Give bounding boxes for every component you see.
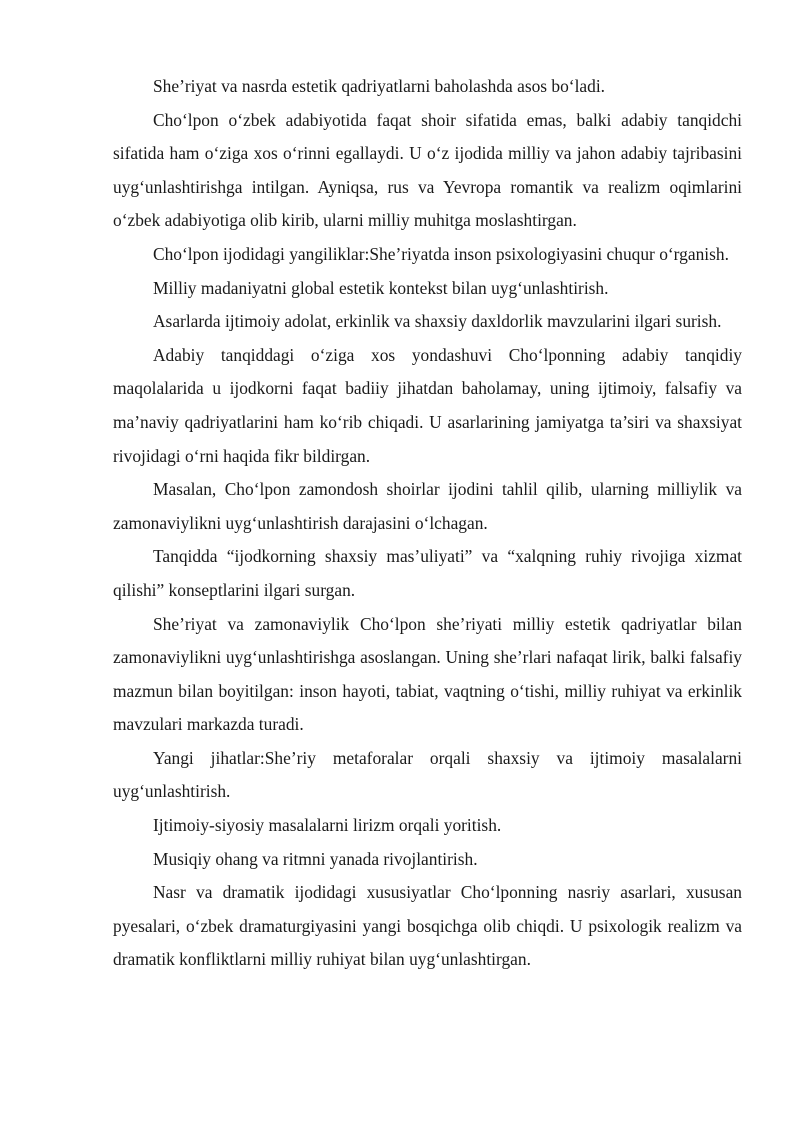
paragraph: She’riyat va nasrda estetik qadriyatlarni baholashda asos bo‘ladi. — [153, 76, 606, 96]
paragraph: Tanqidda “ijodkorning shaxsiy mas’uliyati” va “xalqning ruhiy rivojiga xizmat qilishi” konseptlarini ilgari surgan. — [113, 546, 742, 600]
paragraph: Cho‘lpon o‘zbek adabiyotida faqat shoir sifatida emas, balki adabiy tanqidchi sifatida ham o‘ziga xos o‘rinni egallaydi. U o‘z ijodida milliy va jahon adabiy tajribasini uyg‘unlashtirishga intilgan. Ayniqsa, rus va Yevropa romantik va realizm oqimlarini o‘zbek adabiyotiga olib kirib, ularni milliy muhitga moslashtirgan. — [113, 109, 742, 231]
paragraph: She’riyat va zamonaviylik Cho‘lpon she’riyati milliy estetik qadriyatlar bilan zamonaviylikni uyg‘unlashtirishga asoslangan. Uning she’rlari nafaqat lirik, balki falsafiy mazmun bilan boyitilgan: inson hayoti, tabiat, vaqtning o‘tishi, milliy ruhiyat va erkinlik mavzulari markazda turadi. — [113, 613, 742, 735]
paragraph: Musiqiy ohang va ritmni yanada rivojlantirish. — [153, 848, 478, 869]
paragraph: Cho‘lpon ijodidagi yangiliklar:She’riyatda inson psixologiyasini chuqur o‘rganish. — [153, 243, 729, 264]
paragraph: Adabiy tanqiddagi o‘ziga xos yondashuvi Cho‘lponning adabiy tanqidiy maqolalarida u ijodkorni faqat badiiy jihatdan baholamay, uning ijtimoiy, falsafiy va ma’naviy qadriyatlarini ham ko‘rib chiqadi. U asarlarining jamiyatga ta’siri va shaxsiyat rivojidagi o‘rni haqida fikr bildirgan. — [113, 344, 742, 466]
paragraph: Asarlarda ijtimoiy adolat, erkinlik va shaxsiy daxldorlik mavzularini ilgari surish. — [153, 311, 722, 332]
document-page — [113, 70, 742, 977]
paragraph: Masalan, Cho‘lpon zamondosh shoirlar ijodini tahlil qilib, ularning milliylik va zamonaviylikni uyg‘unlashtirish darajasini o‘lchagan. — [113, 479, 742, 533]
paragraph: Ijtimoiy-siyosiy masalalarni lirizm orqali yoritish. — [153, 815, 502, 836]
paragraph: Yangi jihatlar:She’riy metaforalar orqali shaxsiy va ijtimoiy masalalarni uyg‘unlashtirish. — [113, 747, 742, 802]
paragraph: Milliy madaniyatni global estetik kontekst bilan uyg‘unlashtirish. — [153, 277, 609, 298]
paragraph: Nasr va dramatik ijodidagi xususiyatlar Cho‘lponning nasriy asarlari, xususan pyesalari, o‘zbek dramaturgiyasini yangi bosqichga olib chiqdi. U psixologik realizm va dramatik konfliktlarni milliy ruhiyat bilan uyg‘unlashtirgan. — [113, 882, 742, 970]
